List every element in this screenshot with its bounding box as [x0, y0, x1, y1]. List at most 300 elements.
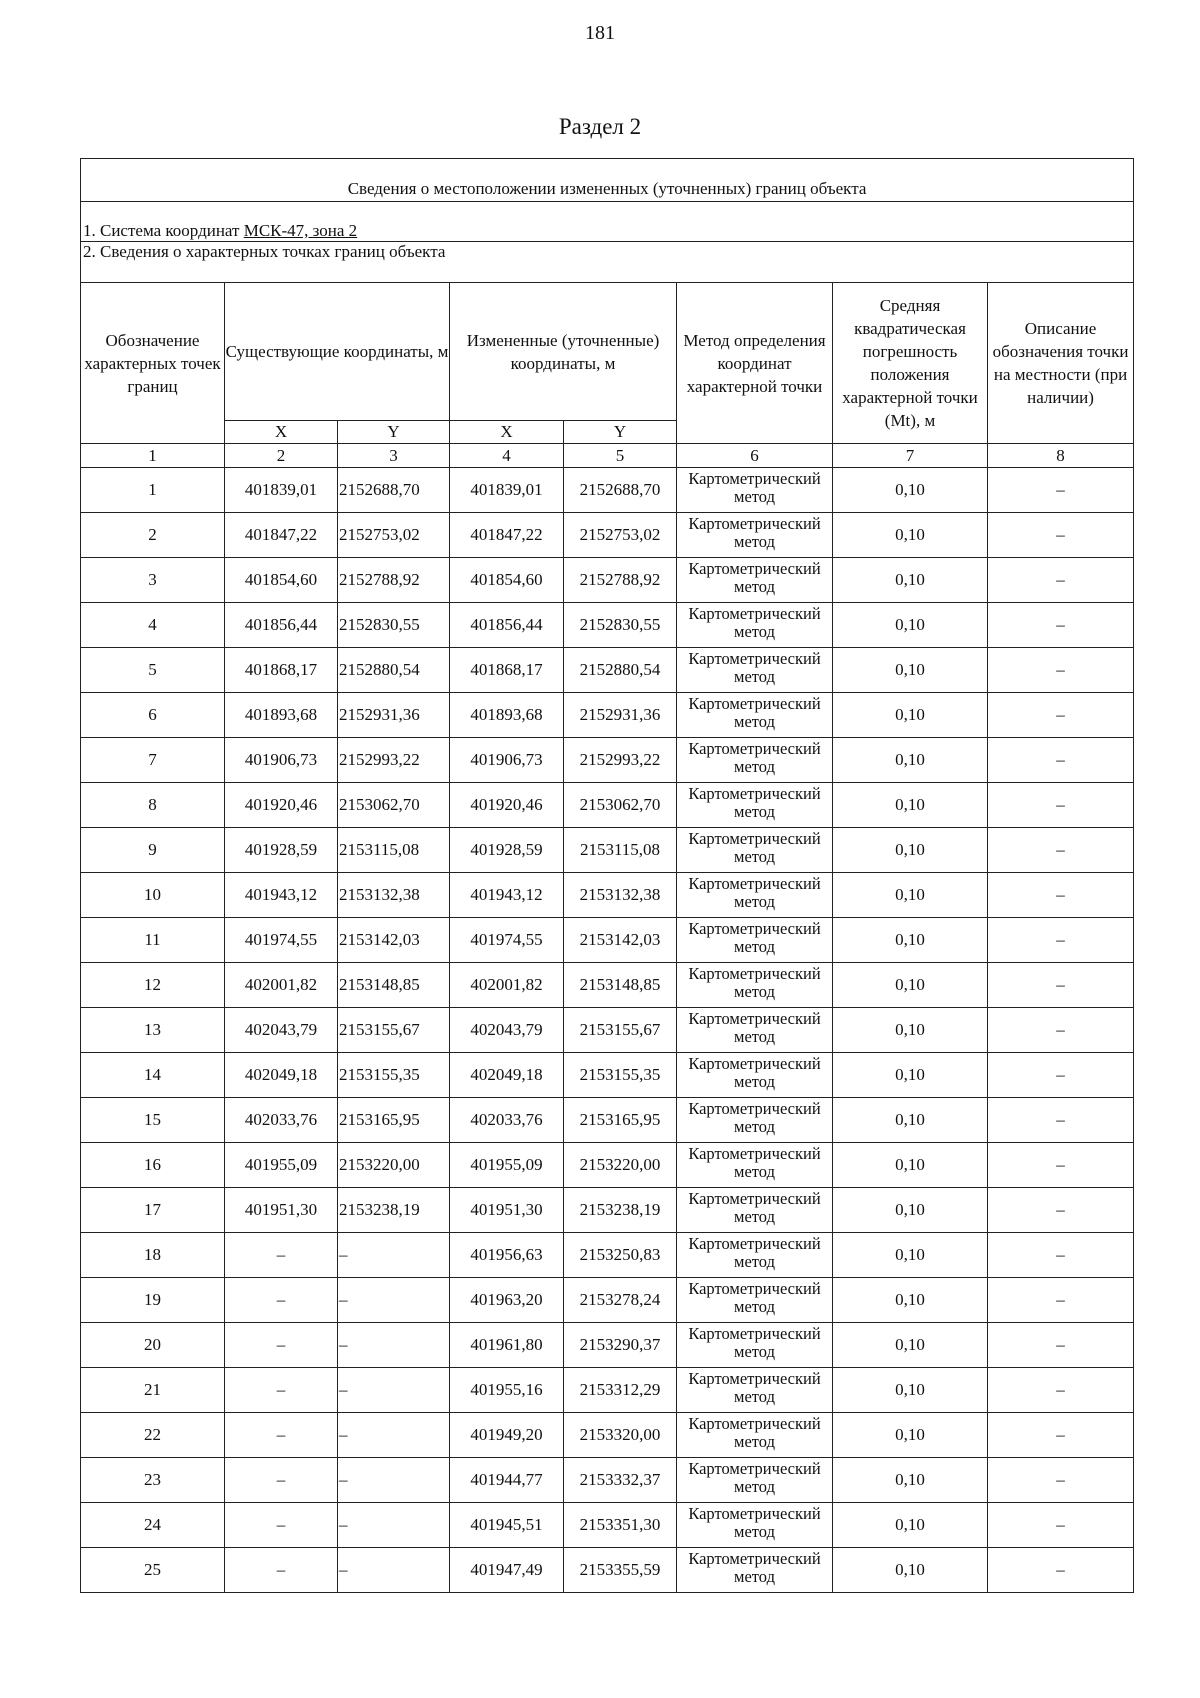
- mean-error-cell: 0,10: [833, 873, 988, 918]
- table-row: [81, 1368, 1134, 1413]
- column-number: 4: [450, 444, 564, 468]
- method-line-2: метод: [734, 712, 775, 731]
- changed-y-cell: 2153320,00: [564, 1413, 677, 1458]
- changed-x-cell: 401893,68: [450, 693, 564, 738]
- changed-y-cell: 2152753,02: [564, 513, 677, 558]
- method-line-2: метод: [734, 1477, 775, 1496]
- existing-x-cell: 401868,17: [225, 648, 338, 693]
- table-row: [81, 1098, 1134, 1143]
- mean-error-cell: 0,10: [833, 738, 988, 783]
- existing-y-cell: 2153062,70: [338, 783, 450, 828]
- existing-y-cell: 2153115,08: [338, 828, 450, 873]
- point-number-cell: 2: [81, 513, 225, 558]
- point-number-cell: 7: [81, 738, 225, 783]
- description-cell: –: [988, 1458, 1134, 1503]
- existing-x-cell: –: [225, 1233, 338, 1278]
- method-line-1: Картометрический: [688, 1144, 821, 1163]
- method-cell: [677, 783, 833, 828]
- header-description: Описание обозначения точки на местности (при наличии): [988, 283, 1134, 444]
- point-number-cell: 21: [81, 1368, 225, 1413]
- changed-x-cell: 401868,17: [450, 648, 564, 693]
- method-line-1: Картометрический: [688, 1054, 821, 1073]
- existing-y-cell: 2152788,92: [338, 558, 450, 603]
- method-cell: [677, 1233, 833, 1278]
- changed-x-cell: 401856,44: [450, 603, 564, 648]
- changed-x-cell: 402033,76: [450, 1098, 564, 1143]
- mean-error-cell: 0,10: [833, 828, 988, 873]
- changed-y-cell: 2153165,95: [564, 1098, 677, 1143]
- changed-x-cell: 401944,77: [450, 1458, 564, 1503]
- method-cell: [677, 738, 833, 783]
- description-cell: –: [988, 1233, 1134, 1278]
- method-cell: [677, 1278, 833, 1323]
- changed-x-cell: 401854,60: [450, 558, 564, 603]
- method-line-2: метод: [734, 1072, 775, 1091]
- existing-x-cell: –: [225, 1368, 338, 1413]
- mean-error-cell: 0,10: [833, 1413, 988, 1458]
- method-cell: [677, 1098, 833, 1143]
- description-cell: –: [988, 468, 1134, 513]
- method-line-2: метод: [734, 622, 775, 641]
- method-line-2: метод: [734, 1027, 775, 1046]
- existing-x-cell: 401839,01: [225, 468, 338, 513]
- existing-y-cell: –: [338, 1413, 450, 1458]
- mean-error-cell: 0,10: [833, 1053, 988, 1098]
- changed-x-cell: 401839,01: [450, 468, 564, 513]
- mean-error-cell: 0,10: [833, 963, 988, 1008]
- method-line-1: Картометрический: [688, 964, 821, 983]
- table-row: [81, 1323, 1134, 1368]
- column-number-row: [81, 444, 1134, 468]
- section-title: Раздел 2: [558, 114, 642, 139]
- changed-x-cell: 401974,55: [450, 918, 564, 963]
- mean-error-cell: 0,10: [833, 1143, 988, 1188]
- method-line-1: Картометрический: [688, 1414, 821, 1433]
- description-cell: –: [988, 1053, 1134, 1098]
- method-line-2: метод: [734, 1207, 775, 1226]
- table-row: [81, 1413, 1134, 1458]
- point-number-cell: 10: [81, 873, 225, 918]
- existing-x-cell: 402049,18: [225, 1053, 338, 1098]
- method-cell: [677, 1368, 833, 1413]
- changed-y-cell: 2153278,24: [564, 1278, 677, 1323]
- method-line-1: Картометрический: [688, 694, 821, 713]
- method-cell: [677, 648, 833, 693]
- existing-y-cell: –: [338, 1233, 450, 1278]
- method-line-2: метод: [734, 847, 775, 866]
- point-number-cell: 9: [81, 828, 225, 873]
- table-row: [81, 1548, 1134, 1593]
- existing-x-cell: –: [225, 1548, 338, 1593]
- changed-y-cell: 2153155,67: [564, 1008, 677, 1053]
- changed-y-cell: 2153062,70: [564, 783, 677, 828]
- header-existing-x: X: [225, 421, 338, 444]
- description-cell: –: [988, 1413, 1134, 1458]
- changed-y-cell: 2152688,70: [564, 468, 677, 513]
- method-cell: [677, 1143, 833, 1188]
- point-number-cell: 11: [81, 918, 225, 963]
- changed-x-cell: 401945,51: [450, 1503, 564, 1548]
- column-number: 2: [225, 444, 338, 468]
- method-cell: [677, 1053, 833, 1098]
- method-cell: [677, 693, 833, 738]
- changed-y-cell: 2152830,55: [564, 603, 677, 648]
- existing-x-cell: 401854,60: [225, 558, 338, 603]
- column-number: 7: [833, 444, 988, 468]
- header-point-designation: Обозначение характерных точек границ: [81, 283, 225, 444]
- changed-x-cell: 401955,16: [450, 1368, 564, 1413]
- changed-y-cell: 2153220,00: [564, 1143, 677, 1188]
- method-line-1: Картометрический: [688, 514, 821, 533]
- header-changed-coords: Измененные (уточненные) координаты, м: [450, 283, 677, 421]
- method-cell: [677, 468, 833, 513]
- changed-y-cell: 2153155,35: [564, 1053, 677, 1098]
- table-row: [81, 1053, 1134, 1098]
- column-number: 5: [564, 444, 677, 468]
- existing-y-cell: –: [338, 1503, 450, 1548]
- mean-error-cell: 0,10: [833, 513, 988, 558]
- method-line-2: метод: [734, 1252, 775, 1271]
- point-number-cell: 1: [81, 468, 225, 513]
- existing-x-cell: 402043,79: [225, 1008, 338, 1053]
- mean-error-cell: 0,10: [833, 1098, 988, 1143]
- method-line-1: Картометрический: [688, 1189, 821, 1208]
- column-number: 8: [988, 444, 1134, 468]
- existing-y-cell: 2152753,02: [338, 513, 450, 558]
- method-cell: [677, 918, 833, 963]
- changed-y-cell: 2153142,03: [564, 918, 677, 963]
- method-cell: [677, 963, 833, 1008]
- description-cell: –: [988, 873, 1134, 918]
- table-row: [81, 1458, 1134, 1503]
- existing-y-cell: 2153155,35: [338, 1053, 450, 1098]
- method-line-2: метод: [734, 1387, 775, 1406]
- header-method: Метод определения координат характерной точки: [677, 283, 833, 444]
- changed-y-cell: 2152931,36: [564, 693, 677, 738]
- column-number: 3: [338, 444, 450, 468]
- method-cell: [677, 873, 833, 918]
- existing-y-cell: –: [338, 1323, 450, 1368]
- method-cell: [677, 1188, 833, 1233]
- existing-y-cell: 2153148,85: [338, 963, 450, 1008]
- changed-y-cell: 2153250,83: [564, 1233, 677, 1278]
- method-line-2: метод: [734, 1522, 775, 1541]
- point-number-cell: 6: [81, 693, 225, 738]
- mean-error-cell: 0,10: [833, 1323, 988, 1368]
- existing-y-cell: –: [338, 1458, 450, 1503]
- boundary-points-table: [80, 158, 1134, 1593]
- point-number-cell: 4: [81, 603, 225, 648]
- description-cell: –: [988, 1503, 1134, 1548]
- changed-x-cell: 401956,63: [450, 1233, 564, 1278]
- description-cell: –: [988, 1143, 1134, 1188]
- mean-error-cell: 0,10: [833, 783, 988, 828]
- existing-x-cell: 402001,82: [225, 963, 338, 1008]
- changed-y-cell: 2153332,37: [564, 1458, 677, 1503]
- mean-error-cell: 0,10: [833, 1368, 988, 1413]
- method-line-1: Картометрический: [688, 469, 821, 488]
- header-changed-y: Y: [564, 421, 677, 444]
- method-line-2: метод: [734, 577, 775, 596]
- point-number-cell: 12: [81, 963, 225, 1008]
- description-cell: –: [988, 558, 1134, 603]
- method-line-2: метод: [734, 1162, 775, 1181]
- existing-x-cell: 401893,68: [225, 693, 338, 738]
- method-cell: [677, 1548, 833, 1593]
- table-row: [81, 738, 1134, 783]
- header-mean-error: Средняя квадратическая погрешность положения характерной точки (Мt), м: [833, 283, 988, 444]
- description-cell: –: [988, 648, 1134, 693]
- changed-x-cell: 401955,09: [450, 1143, 564, 1188]
- existing-y-cell: 2153132,38: [338, 873, 450, 918]
- existing-x-cell: 401943,12: [225, 873, 338, 918]
- method-line-1: Картометрический: [688, 1459, 821, 1478]
- existing-y-cell: –: [338, 1278, 450, 1323]
- existing-x-cell: 401906,73: [225, 738, 338, 783]
- method-line-1: Картометрический: [688, 739, 821, 758]
- changed-y-cell: 2153355,59: [564, 1548, 677, 1593]
- header-existing-coords: Существующие координаты, м: [225, 283, 450, 421]
- header-changed-x: X: [450, 421, 564, 444]
- method-line-2: метод: [734, 1297, 775, 1316]
- point-number-cell: 13: [81, 1008, 225, 1053]
- description-cell: –: [988, 513, 1134, 558]
- existing-y-cell: 2152993,22: [338, 738, 450, 783]
- method-cell: [677, 558, 833, 603]
- column-number: 1: [81, 444, 225, 468]
- description-cell: –: [988, 918, 1134, 963]
- changed-x-cell: 401928,59: [450, 828, 564, 873]
- mean-error-cell: 0,10: [833, 1458, 988, 1503]
- table-row: [81, 603, 1134, 648]
- existing-x-cell: 401928,59: [225, 828, 338, 873]
- changed-y-cell: 2153290,37: [564, 1323, 677, 1368]
- mean-error-cell: 0,10: [833, 1233, 988, 1278]
- existing-y-cell: 2153220,00: [338, 1143, 450, 1188]
- coordinate-system-line: [81, 202, 1134, 242]
- existing-x-cell: –: [225, 1458, 338, 1503]
- method-line-2: метод: [734, 802, 775, 821]
- changed-y-cell: 2153148,85: [564, 963, 677, 1008]
- description-cell: –: [988, 693, 1134, 738]
- method-cell: [677, 603, 833, 648]
- method-line-2: метод: [734, 892, 775, 911]
- point-number-cell: 5: [81, 648, 225, 693]
- description-cell: –: [988, 783, 1134, 828]
- coordinate-system-value: МСК-47, зона 2: [243, 221, 358, 240]
- table-row: [81, 1143, 1134, 1188]
- existing-x-cell: 402033,76: [225, 1098, 338, 1143]
- mean-error-cell: 0,10: [833, 693, 988, 738]
- method-line-1: Картометрический: [688, 829, 821, 848]
- table-row: [81, 648, 1134, 693]
- changed-x-cell: 401906,73: [450, 738, 564, 783]
- changed-x-cell: 402001,82: [450, 963, 564, 1008]
- point-number-cell: 16: [81, 1143, 225, 1188]
- existing-x-cell: 401920,46: [225, 783, 338, 828]
- changed-x-cell: 401949,20: [450, 1413, 564, 1458]
- method-line-2: метод: [734, 1567, 775, 1586]
- method-line-2: метод: [734, 937, 775, 956]
- method-line-1: Картометрический: [688, 604, 821, 623]
- page-number: 181: [585, 22, 615, 44]
- method-line-2: метод: [734, 532, 775, 551]
- mean-error-cell: 0,10: [833, 648, 988, 693]
- table-row: [81, 468, 1134, 513]
- column-number: 6: [677, 444, 833, 468]
- existing-x-cell: –: [225, 1503, 338, 1548]
- existing-x-cell: 401856,44: [225, 603, 338, 648]
- description-cell: –: [988, 1548, 1134, 1593]
- changed-y-cell: 2152993,22: [564, 738, 677, 783]
- existing-y-cell: 2153155,67: [338, 1008, 450, 1053]
- existing-x-cell: –: [225, 1323, 338, 1368]
- existing-x-cell: 401955,09: [225, 1143, 338, 1188]
- table-row: [81, 783, 1134, 828]
- header-existing-y: Y: [338, 421, 450, 444]
- existing-y-cell: 2152830,55: [338, 603, 450, 648]
- method-line-1: Картометрический: [688, 1324, 821, 1343]
- mean-error-cell: 0,10: [833, 1503, 988, 1548]
- method-line-1: Картометрический: [688, 874, 821, 893]
- existing-y-cell: 2152880,54: [338, 648, 450, 693]
- point-number-cell: 25: [81, 1548, 225, 1593]
- coordinate-system-label: 1. Система координат: [83, 221, 240, 240]
- changed-x-cell: 401847,22: [450, 513, 564, 558]
- table-row: [81, 1233, 1134, 1278]
- point-number-cell: 22: [81, 1413, 225, 1458]
- changed-x-cell: 402043,79: [450, 1008, 564, 1053]
- table-row: [81, 1278, 1134, 1323]
- method-cell: [677, 513, 833, 558]
- existing-y-cell: 2153165,95: [338, 1098, 450, 1143]
- description-cell: –: [988, 1188, 1134, 1233]
- method-cell: [677, 1503, 833, 1548]
- method-line-2: метод: [734, 1432, 775, 1451]
- method-line-2: метод: [734, 757, 775, 776]
- method-cell: [677, 1323, 833, 1368]
- point-number-cell: 3: [81, 558, 225, 603]
- points-info-line: 2. Сведения о характерных точках границ объекта: [81, 242, 1134, 283]
- method-line-2: метод: [734, 982, 775, 1001]
- changed-y-cell: 2153115,08: [564, 828, 677, 873]
- existing-x-cell: 401974,55: [225, 918, 338, 963]
- description-cell: –: [988, 1323, 1134, 1368]
- description-cell: –: [988, 738, 1134, 783]
- table-caption: Сведения о местоположении измененных (уточненных) границ объекта: [81, 159, 1134, 202]
- description-cell: –: [988, 1098, 1134, 1143]
- changed-x-cell: 402049,18: [450, 1053, 564, 1098]
- changed-y-cell: 2153351,30: [564, 1503, 677, 1548]
- existing-x-cell: 401951,30: [225, 1188, 338, 1233]
- method-line-1: Картометрический: [688, 784, 821, 803]
- method-line-1: Картометрический: [688, 1504, 821, 1523]
- point-number-cell: 8: [81, 783, 225, 828]
- existing-y-cell: 2152688,70: [338, 468, 450, 513]
- changed-y-cell: 2153238,19: [564, 1188, 677, 1233]
- changed-x-cell: 401961,80: [450, 1323, 564, 1368]
- mean-error-cell: 0,10: [833, 558, 988, 603]
- method-cell: [677, 1413, 833, 1458]
- table-row: [81, 1008, 1134, 1053]
- method-line-1: Картометрический: [688, 1549, 821, 1568]
- method-line-1: Картометрический: [688, 1234, 821, 1253]
- changed-x-cell: 401963,20: [450, 1278, 564, 1323]
- changed-x-cell: 401943,12: [450, 873, 564, 918]
- existing-y-cell: 2153142,03: [338, 918, 450, 963]
- point-number-cell: 24: [81, 1503, 225, 1548]
- method-line-2: метод: [734, 1117, 775, 1136]
- method-line-1: Картометрический: [688, 1279, 821, 1298]
- table-row: [81, 1188, 1134, 1233]
- changed-x-cell: 401920,46: [450, 783, 564, 828]
- existing-x-cell: –: [225, 1413, 338, 1458]
- table-row: [81, 558, 1134, 603]
- existing-y-cell: 2152931,36: [338, 693, 450, 738]
- point-number-cell: 20: [81, 1323, 225, 1368]
- changed-y-cell: 2152788,92: [564, 558, 677, 603]
- point-number-cell: 18: [81, 1233, 225, 1278]
- table-row: [81, 873, 1134, 918]
- table-row: [81, 513, 1134, 558]
- method-line-1: Картометрический: [688, 1369, 821, 1388]
- method-line-1: Картометрический: [688, 1009, 821, 1028]
- description-cell: –: [988, 963, 1134, 1008]
- mean-error-cell: 0,10: [833, 1278, 988, 1323]
- mean-error-cell: 0,10: [833, 1548, 988, 1593]
- mean-error-cell: 0,10: [833, 603, 988, 648]
- point-number-cell: 23: [81, 1458, 225, 1503]
- method-cell: [677, 828, 833, 873]
- description-cell: –: [988, 603, 1134, 648]
- mean-error-cell: 0,10: [833, 918, 988, 963]
- changed-y-cell: 2153312,29: [564, 1368, 677, 1413]
- method-cell: [677, 1008, 833, 1053]
- existing-y-cell: –: [338, 1368, 450, 1413]
- mean-error-cell: 0,10: [833, 1008, 988, 1053]
- method-line-1: Картометрический: [688, 919, 821, 938]
- table-row: [81, 693, 1134, 738]
- description-cell: –: [988, 1368, 1134, 1413]
- changed-x-cell: 401951,30: [450, 1188, 564, 1233]
- table-row: [81, 963, 1134, 1008]
- point-number-cell: 19: [81, 1278, 225, 1323]
- method-cell: [677, 1458, 833, 1503]
- existing-y-cell: 2153238,19: [338, 1188, 450, 1233]
- table-row: [81, 828, 1134, 873]
- description-cell: –: [988, 828, 1134, 873]
- point-number-cell: 15: [81, 1098, 225, 1143]
- changed-x-cell: 401947,49: [450, 1548, 564, 1593]
- existing-y-cell: –: [338, 1548, 450, 1593]
- table-row: [81, 918, 1134, 963]
- changed-y-cell: 2153132,38: [564, 873, 677, 918]
- changed-y-cell: 2152880,54: [564, 648, 677, 693]
- method-line-1: Картометрический: [688, 649, 821, 668]
- existing-x-cell: –: [225, 1278, 338, 1323]
- existing-x-cell: 401847,22: [225, 513, 338, 558]
- method-line-2: метод: [734, 667, 775, 686]
- table-row: [81, 1503, 1134, 1548]
- method-line-2: метод: [734, 487, 775, 506]
- mean-error-cell: 0,10: [833, 468, 988, 513]
- point-number-cell: 17: [81, 1188, 225, 1233]
- description-cell: –: [988, 1008, 1134, 1053]
- description-cell: –: [988, 1278, 1134, 1323]
- method-line-1: Картометрический: [688, 1099, 821, 1118]
- point-number-cell: 14: [81, 1053, 225, 1098]
- mean-error-cell: 0,10: [833, 1188, 988, 1233]
